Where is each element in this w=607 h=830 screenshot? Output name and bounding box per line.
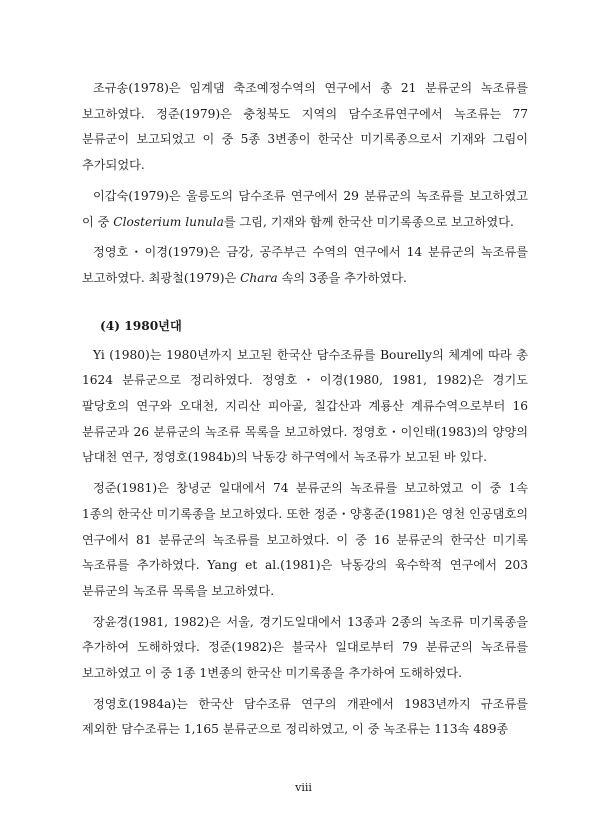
paragraph-5 <box>82 476 528 605</box>
species-name: Chara <box>240 270 278 285</box>
text-run: 장윤경(1981, 1982)은 서울, 경기도일대에서 13종과 2종의 녹조류 미기록종을 추가하여 도해하였다. 정준(1982)은 불국사 일대로부터 79 분류군의 녹조류를 보고하였고 이 중 1종 1변종의 한국산 미기록종을 추가하여 도해하였다. <box>82 614 528 681</box>
body-text <box>82 76 528 748</box>
paragraph-2 <box>82 184 528 235</box>
paragraph-7 <box>82 692 528 743</box>
text-run: 정영호(1984a)는 한국산 담수조류 연구의 개관에서 1983년까지 규조류를 제외한 담수조류는 1,165 분류군으로 정리하였고, 이 중 녹조류는 113속 489종 <box>82 696 528 737</box>
section-heading: (4) 1980년대 <box>100 318 182 333</box>
text-run: 정영호・이경(1979)은 금강, 공주부근 수역의 연구에서 14 분류군의 녹조류를 보고하였다. 최광철(1979)은 <box>82 245 528 285</box>
paragraph-6 <box>82 610 528 687</box>
text-run: 를 그림, 기재와 함께 한국산 미기록종으로 보고하였다. <box>223 214 514 229</box>
text-run: 이갑숙(1979)은 울릉도의 담수조류 연구에서 29 분류군의 녹조류를 보고하였고 이 중 <box>82 188 528 229</box>
paragraph-4 <box>82 343 528 472</box>
text-run: 속의 3종을 추가하였다. <box>277 270 407 285</box>
text-run: 정준(1981)은 창녕군 일대에서 74 분류군의 녹조류를 보고하였고 이 중 1속 1종의 한국산 미기록종을 보고하였다. 또한 정준・양홍준(1981)은 영천 인공댐호의 연구에서 81 분류군의 녹조류를 보고하였다. 이 중 16 분류군의 한국산 미기록 녹조류를 추가하였다. Yang et al.(1981)은 낙동강의 육수학적 연구에서 203 분류군의 녹조류 목록을 보고하였다. <box>82 481 528 598</box>
paragraph-1 <box>82 76 528 179</box>
page-number: viii <box>295 781 312 794</box>
text-run: Yi (1980)는 1980년까지 보고된 한국산 담수조류를 Bourelly의 체계에 따라 총 1624 분류군으로 정리하였다. 정영호・이경(1980, 1981, 1982)은 경기도 팔당호의 연구와 오대천, 지리산 피아골, 칠갑산과 계룡산 계류수역으로부터 16 분류군과 26 분류군의 녹조류 목록을 보고하였다. 정영호・이인태(1983)의 양양의 남대천 연구, 정영호(1984b)의 낙동강 하구역에서 녹조류가 보고된 바 있다. <box>82 347 528 465</box>
paragraph-3 <box>82 240 528 291</box>
species-name: Closterium lunula <box>113 214 224 229</box>
text-run: 조규송(1978)은 임계댐 축조예정수역의 연구에서 총 21 분류군의 녹조류를 보고하였다. 정준(1979)은 충청북도 지역의 담수조류연구에서 녹조류는 77 분류군이 보고되었고 이 중 5종 3변종이 한국산 미기록종으로서 기재와 그림이 추가되었다. <box>82 81 528 173</box>
